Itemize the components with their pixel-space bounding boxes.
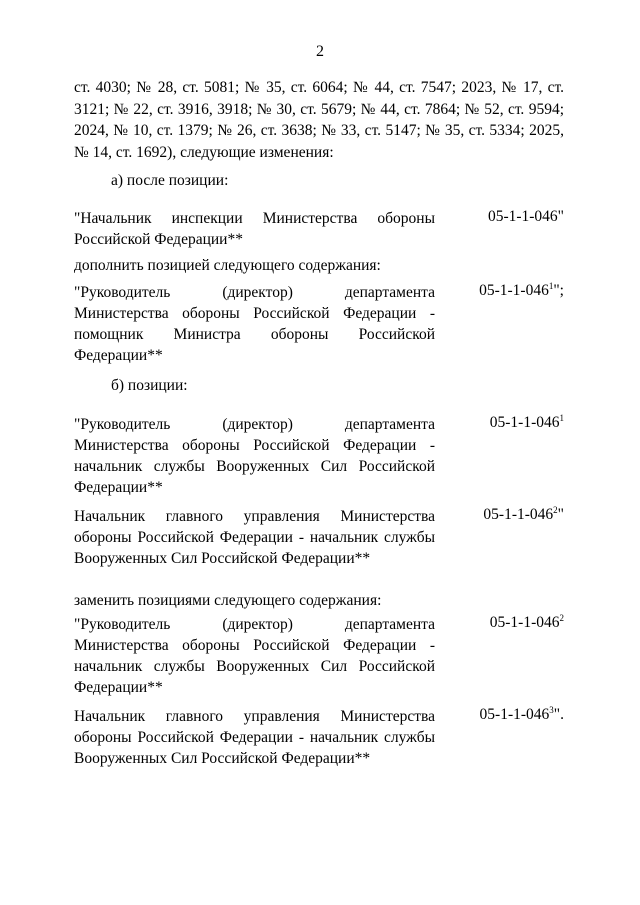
position-code <box>483 506 564 524</box>
position-code-suffix: "; <box>553 282 564 299</box>
position-code <box>490 414 564 432</box>
position-code-suffix: " <box>557 506 564 523</box>
position-code-sup: 1 <box>548 281 554 291</box>
position-code-number: 05-1-1-046" <box>487 208 564 225</box>
position-code-sup: 2 <box>553 505 558 515</box>
intro-paragraph: ст. 4030; № 28, ст. 5081; № 35, ст. 6064; № 44, ст. 7547; 2023, № 17, ст. 3121; № 22, ст. 3916, 3918; № 30, ст. 5679; № 44, ст. 7864; № 52, ст. 9594; 2024, № 10, ст. 1379; № 26, ст. 3638; № 33, ст. 5147; № 35, ст. 5334; 2025, № 14, ст. 1692), следующие изменения: <box>74 79 564 161</box>
position-code-number: 05-1-1-046 <box>483 506 554 523</box>
position-code-sup: 3 <box>549 705 554 715</box>
section-b-label: б) позиции: <box>111 377 188 394</box>
section-a-label: а) после позиции: <box>111 172 229 189</box>
position-name: "Начальник инспекции Министерства обороны Российской Федерации** <box>74 210 435 248</box>
position-code-number: 05-1-1-046 <box>479 706 550 723</box>
position-code-sup: 1 <box>559 413 564 423</box>
position-name: "Руководитель (директор) департамента Министерства обороны Российской Федерации - помощник Министра обороны Российской Федерации** <box>74 284 435 364</box>
position-code-number: 05-1-1-046 <box>489 414 560 431</box>
connector-text: заменить позициями следующего содержания: <box>74 592 382 609</box>
position-code-number: 05-1-1-046 <box>489 614 560 631</box>
position-code-number: 05-1-1-046 <box>479 282 549 299</box>
position-code <box>479 282 564 300</box>
position-code <box>480 706 564 724</box>
position-code-sup: 2 <box>559 613 564 623</box>
position-name: "Руководитель (директор) департамента Министерства обороны Российской Федерации - начальник службы Вооруженных Сил Российской Федерации** <box>74 416 435 496</box>
position-code <box>488 208 564 226</box>
position-name: Начальник главного управления Министерства обороны Российской Федерации - начальник службы Вооруженных Сил Российской Федерации** <box>74 708 435 767</box>
connector-text: дополнить позицией следующего содержания: <box>74 257 381 274</box>
position-code <box>490 614 564 632</box>
position-name: Начальник главного управления Министерства обороны Российской Федерации - начальник службы Вооруженных Сил Российской Федерации** <box>74 508 435 567</box>
position-code-suffix: ". <box>553 706 564 723</box>
page-number: 2 <box>316 43 324 60</box>
position-name: "Руководитель (директор) департамента Министерства обороны Российской Федерации - начальник службы Вооруженных Сил Российской Федерации** <box>74 616 435 696</box>
